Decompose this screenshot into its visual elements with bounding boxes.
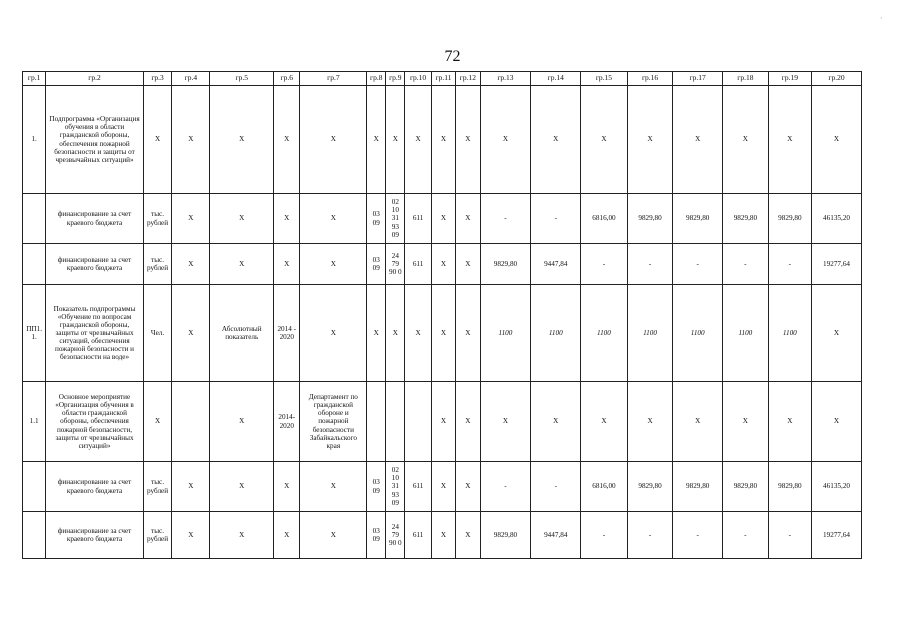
unit-cell: тыс. рублей [143, 244, 172, 285]
row-number [23, 194, 46, 244]
table-row [23, 382, 862, 462]
corner-mark: · [880, 14, 883, 23]
row-number [23, 512, 46, 559]
cell-gr16: 9829,80 [627, 194, 673, 244]
cell-gr4: X [172, 194, 210, 244]
cell-gr13: - [480, 194, 531, 244]
cell-gr16: X [627, 382, 673, 462]
cell-gr11: X [431, 194, 455, 244]
target-code: 02 10 31 93 09 [386, 462, 405, 512]
cell-gr5: X [210, 194, 274, 244]
cell-gr9 [386, 382, 405, 462]
cell-gr12: X [456, 194, 480, 244]
cell-gr4: X [172, 244, 210, 285]
cell-gr5: X [210, 382, 274, 462]
cell-gr18: 1100 [723, 285, 769, 382]
table-row [23, 462, 862, 512]
cell-gr15: - [581, 244, 628, 285]
cell-gr20: X [812, 285, 862, 382]
unit-cell: тыс. рублей [143, 512, 172, 559]
row-number [23, 462, 46, 512]
item-name: финансирование за счет краевого бюджета [46, 512, 143, 559]
header-cell: гр.7 [300, 72, 367, 86]
page-number: 72 [444, 48, 461, 65]
cell-gr8: X [367, 285, 386, 382]
cell-gr11: X [431, 244, 455, 285]
header-cell: гр.8 [367, 72, 386, 86]
cell-gr5: X [210, 462, 274, 512]
table-row [23, 86, 862, 194]
cell-gr15: X [581, 86, 628, 194]
responsible-executor: Департамент по гражданской обороне и пожарной безопасности Забайкальского края [300, 382, 367, 462]
cell-gr19: 9829,80 [768, 462, 811, 512]
cell-gr6: X [274, 86, 300, 194]
row-number: ПП1. 1. [23, 285, 46, 382]
cell-gr11: X [431, 285, 455, 382]
cell-gr14: X [531, 382, 581, 462]
cell-gr12: X [456, 86, 480, 194]
unit-cell: тыс. рублей [143, 194, 172, 244]
unit-cell: Чел. [143, 285, 172, 382]
program-table [22, 71, 862, 559]
table-row [23, 285, 862, 382]
cell-gr19: X [768, 86, 811, 194]
header-cell: гр.4 [172, 72, 210, 86]
cell-gr18: - [723, 244, 769, 285]
header-cell: гр.1 [23, 72, 46, 86]
item-name: Подпрограмма «Организация обучения в области гражданской обороны, обеспечения пожарной безопасности и защиты от чрезвычайных ситуаций» [46, 86, 143, 194]
section-code: 03 09 [367, 512, 386, 559]
header-cell: гр.15 [581, 72, 628, 86]
cell-gr12: X [456, 244, 480, 285]
cell-gr6: X [274, 512, 300, 559]
cell-gr17: 1100 [673, 285, 723, 382]
cell-gr7: X [300, 462, 367, 512]
cell-gr7: X [300, 244, 367, 285]
cell-gr16: 1100 [627, 285, 673, 382]
indicator-type: Абсолютный показатель [210, 285, 274, 382]
section-code: 03 09 [367, 194, 386, 244]
header-cell: гр.14 [531, 72, 581, 86]
header-cell: гр.9 [386, 72, 405, 86]
cell-gr12: X [456, 285, 480, 382]
cell-gr20: 19277,64 [812, 244, 862, 285]
cell-gr9: X [386, 86, 405, 194]
cell-gr18: X [723, 382, 769, 462]
row-number: 1. [23, 86, 46, 194]
cell-gr7: X [300, 285, 367, 382]
cell-gr16: - [627, 244, 673, 285]
cell-gr20: X [812, 86, 862, 194]
cell-gr13: X [480, 382, 531, 462]
cell-gr15: X [581, 382, 628, 462]
header-cell: гр.17 [673, 72, 723, 86]
cell-gr19: - [768, 512, 811, 559]
cell-gr14: 1100 [531, 285, 581, 382]
cell-gr13: - [480, 462, 531, 512]
cell-gr4: X [172, 285, 210, 382]
expense-type: 611 [405, 462, 431, 512]
cell-gr14: - [531, 462, 581, 512]
header-cell: гр.18 [723, 72, 769, 86]
cell-gr4: X [172, 512, 210, 559]
cell-gr20: 19277,64 [812, 512, 862, 559]
target-code: 24 79 90 0 [386, 244, 405, 285]
period-cell: 2014-2020 [274, 382, 300, 462]
cell-gr17: X [673, 382, 723, 462]
table-row [23, 194, 862, 244]
cell-gr13: 9829,80 [480, 244, 531, 285]
expense-type: 611 [405, 244, 431, 285]
item-name: финансирование за счет краевого бюджета [46, 194, 143, 244]
cell-gr3: X [143, 382, 172, 462]
cell-gr18: - [723, 512, 769, 559]
cell-gr20: 46135,20 [812, 194, 862, 244]
cell-gr15: 6816,00 [581, 462, 628, 512]
header-cell: гр.12 [456, 72, 480, 86]
cell-gr19: X [768, 382, 811, 462]
item-name: Показатель подпрограммы «Обучение по вопросам гражданской обороны, защиты от чрезвычайных ситуаций, обеспечения пожарной безопасности и безопасности на воде» [46, 285, 143, 382]
cell-gr11: X [431, 512, 455, 559]
cell-gr6: X [274, 194, 300, 244]
cell-gr15: - [581, 512, 628, 559]
cell-gr6: X [274, 462, 300, 512]
expense-type: 611 [405, 512, 431, 559]
cell-gr19: 9829,80 [768, 194, 811, 244]
cell-gr12: X [456, 382, 480, 462]
section-code: 03 09 [367, 462, 386, 512]
cell-gr14: 9447,84 [531, 244, 581, 285]
cell-gr10 [405, 382, 431, 462]
cell-gr17: - [673, 512, 723, 559]
header-row [23, 72, 862, 86]
cell-gr20: 46135,20 [812, 462, 862, 512]
cell-gr11: X [431, 382, 455, 462]
target-code: 02 10 31 93 09 [386, 194, 405, 244]
period-cell: 2014 - 2020 [274, 285, 300, 382]
cell-gr18: X [723, 86, 769, 194]
cell-gr5: X [210, 512, 274, 559]
table-row [23, 244, 862, 285]
header-cell: гр.19 [768, 72, 811, 86]
cell-gr14: - [531, 194, 581, 244]
item-name: Основное мероприятие «Организация обучения в области гражданской обороны, обеспечения пожарной безопасности, защиты от чрезвычайных ситуаций» [46, 382, 143, 462]
header-cell: гр.16 [627, 72, 673, 86]
cell-gr13: 1100 [480, 285, 531, 382]
cell-gr17: 9829,80 [673, 194, 723, 244]
header-cell: гр.11 [431, 72, 455, 86]
cell-gr11: X [431, 86, 455, 194]
cell-gr8: X [367, 86, 386, 194]
item-name: финансирование за счет краевого бюджета [46, 462, 143, 512]
target-code: 24 79 90 0 [386, 512, 405, 559]
cell-gr6: X [274, 244, 300, 285]
cell-gr19: - [768, 244, 811, 285]
cell-gr4: X [172, 462, 210, 512]
cell-gr7: X [300, 86, 367, 194]
header-cell: гр.3 [143, 72, 172, 86]
cell-gr17: - [673, 244, 723, 285]
cell-gr8 [367, 382, 386, 462]
cell-gr10: X [405, 285, 431, 382]
cell-gr12: X [456, 462, 480, 512]
cell-gr16: 9829,80 [627, 462, 673, 512]
header-cell: гр.6 [274, 72, 300, 86]
table-row [23, 512, 862, 559]
unit-cell: тыс. рублей [143, 462, 172, 512]
cell-gr14: 9447,84 [531, 512, 581, 559]
cell-gr4: X [172, 86, 210, 194]
row-number [23, 244, 46, 285]
cell-gr19: 1100 [768, 285, 811, 382]
header-cell: гр.2 [46, 72, 143, 86]
expense-type: 611 [405, 194, 431, 244]
section-code: 03 09 [367, 244, 386, 285]
cell-gr7: X [300, 194, 367, 244]
cell-gr16: - [627, 512, 673, 559]
header-cell: гр.5 [210, 72, 274, 86]
cell-gr13: 9829,80 [480, 512, 531, 559]
cell-gr18: 9829,80 [723, 194, 769, 244]
cell-gr18: 9829,80 [723, 462, 769, 512]
row-number: 1.1 [23, 382, 46, 462]
cell-gr3: X [143, 86, 172, 194]
cell-gr10: X [405, 86, 431, 194]
cell-gr17: X [673, 86, 723, 194]
cell-gr11: X [431, 462, 455, 512]
header-cell: гр.10 [405, 72, 431, 86]
cell-gr9: X [386, 285, 405, 382]
cell-gr15: 6816,00 [581, 194, 628, 244]
cell-gr20: X [812, 382, 862, 462]
cell-gr13: X [480, 86, 531, 194]
cell-gr16: X [627, 86, 673, 194]
cell-gr14: X [531, 86, 581, 194]
cell-gr5: X [210, 86, 274, 194]
cell-gr15: 1100 [581, 285, 628, 382]
cell-gr17: 9829,80 [673, 462, 723, 512]
header-cell: гр.20 [812, 72, 862, 86]
cell-gr12: X [456, 512, 480, 559]
cell-gr5: X [210, 244, 274, 285]
header-cell: гр.13 [480, 72, 531, 86]
cell-gr7: X [300, 512, 367, 559]
item-name: финансирование за счет краевого бюджета [46, 244, 143, 285]
cell-gr4 [172, 382, 210, 462]
